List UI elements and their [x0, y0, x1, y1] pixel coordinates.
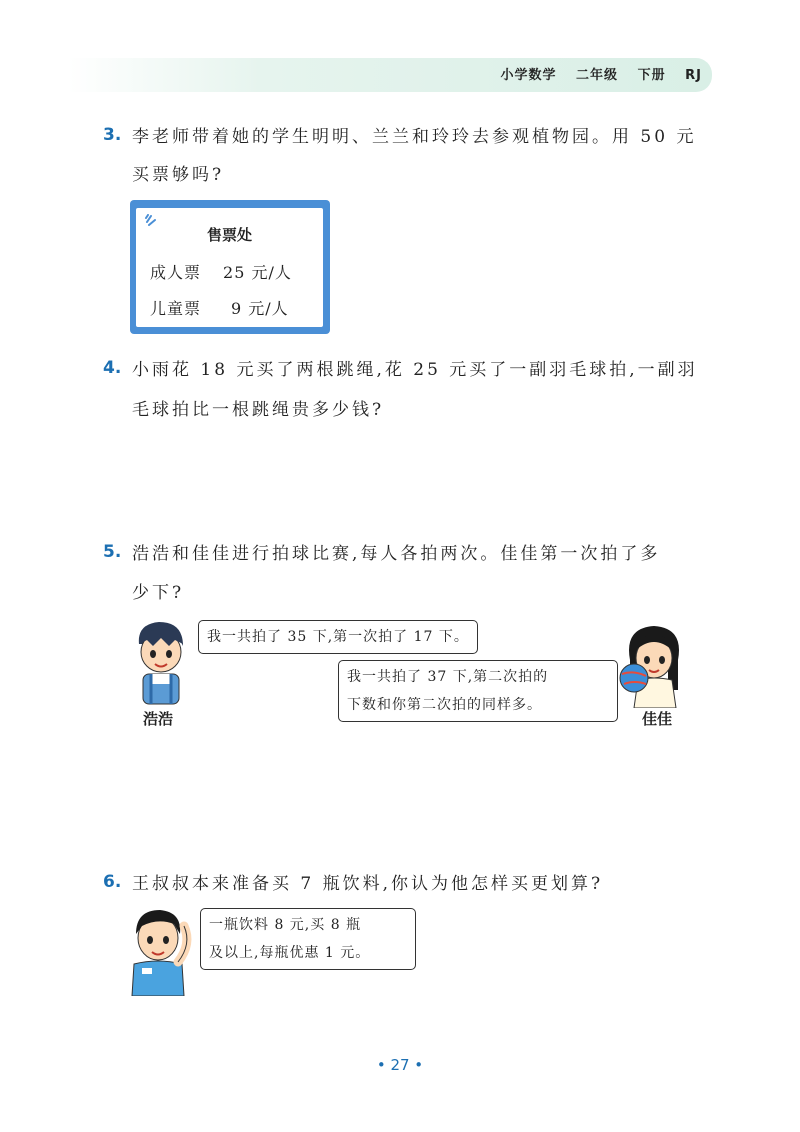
- haohao-name: 浩浩: [143, 710, 174, 728]
- q5-line-2: 少下?: [132, 583, 185, 603]
- uncle-wang-speech-line-2: 及以上,每瓶优惠 1 元。: [209, 945, 371, 961]
- q4-number: 4.: [103, 358, 122, 378]
- uncle-wang-illustration: [122, 904, 202, 996]
- girl-jiajia-illustration: [614, 620, 694, 708]
- jiajia-speech-bubble: [338, 660, 618, 722]
- q5-number: 5.: [103, 542, 122, 562]
- page-number: • 27 •: [376, 1056, 424, 1074]
- edition-label: RJ: [685, 68, 702, 83]
- haohao-speech: 我一共拍了 35 下,第一次拍了 17 下。: [207, 629, 469, 645]
- child-ticket-row: [150, 296, 289, 319]
- q6-line-1: 王叔叔本来准备买 7 瓶饮料,你认为他怎样买更划算?: [132, 874, 604, 894]
- q3-line-1: 李老师带着她的学生明明、兰兰和玲玲去参观植物园。用 50 元: [132, 127, 697, 147]
- uncle-wang-speech-line-1: 一瓶饮料 8 元,买 8 瓶: [209, 917, 362, 933]
- q4-line-1: 小雨花 18 元买了两根跳绳,花 25 元买了一副羽毛球拍,一副羽: [132, 360, 698, 380]
- q6-number: 6.: [103, 872, 122, 892]
- child-ticket-label: 儿童票: [150, 299, 202, 318]
- q3-number: 3.: [103, 125, 122, 145]
- boy-haohao-illustration: [125, 618, 197, 706]
- uncle-wang-speech-bubble: [200, 908, 416, 970]
- ticket-office-sign: [130, 200, 330, 334]
- ticket-title: 售票处: [206, 226, 252, 244]
- adult-ticket-row: [150, 260, 292, 283]
- haohao-speech-bubble: [198, 620, 478, 654]
- subject-label: 小学数学: [500, 68, 557, 83]
- child-ticket-price: 9 元/人: [231, 299, 289, 318]
- volume-label: 下册: [637, 68, 666, 83]
- q5-line-1: 浩浩和佳佳进行拍球比赛,每人各拍两次。佳佳第一次拍了多: [132, 544, 661, 564]
- q3-line-2: 买票够吗?: [132, 165, 225, 185]
- grade-label: 二年级: [576, 68, 619, 83]
- adult-ticket-price: 25 元/人: [223, 263, 292, 282]
- jiajia-speech-line-2: 下数和你第二次拍的同样多。: [347, 697, 542, 713]
- jiajia-name: 佳佳: [642, 710, 673, 728]
- adult-ticket-label: 成人票: [150, 263, 202, 282]
- jiajia-speech-line-1: 我一共拍了 37 下,第二次拍的: [347, 669, 549, 685]
- q4-line-2: 毛球拍比一根跳绳贵多少钱?: [132, 400, 385, 420]
- book-info: [487, 64, 703, 83]
